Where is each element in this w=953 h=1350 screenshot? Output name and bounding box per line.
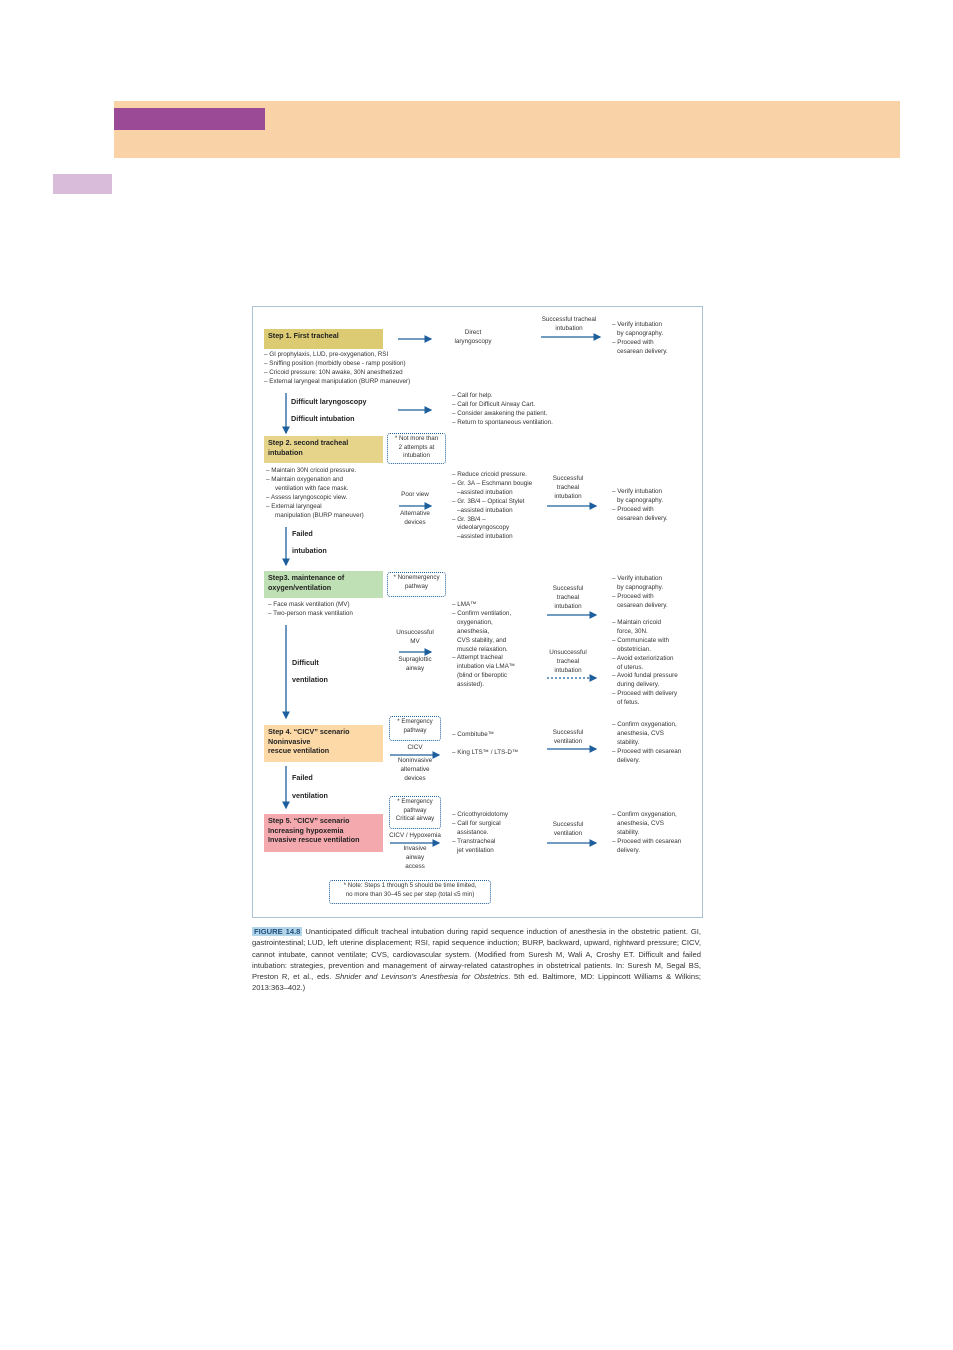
invasive-line: Invasive — [403, 845, 427, 852]
step4-box — [264, 725, 383, 762]
success-line: intubation — [554, 492, 582, 500]
outcome-line: of fetus. — [617, 699, 640, 707]
outcome-line: anesthesia, CVS — [617, 819, 664, 827]
difficult-laryngoscopy-label: Difficult laryngoscopy — [291, 397, 367, 406]
outcome-line: cesarean delivery. — [617, 514, 668, 522]
step3-success-label — [543, 585, 593, 612]
success-line: Successful — [552, 475, 584, 482]
outcome-line: force, 30N. — [617, 627, 648, 635]
unsuccess-line: MV — [410, 637, 420, 645]
action-line: – Reduce cricoid pressure. — [452, 471, 527, 478]
success-line: ventilation — [553, 829, 583, 837]
step2-bullet: – Assess laryngoscopic view. — [266, 493, 348, 501]
action-line: – Confirm ventilation, — [452, 609, 512, 617]
step1-bullet: – Cricoid pressure: 10N awake, 30N anesthetized — [264, 368, 403, 376]
outcome-line: by capnography. — [617, 329, 664, 337]
step4-note — [389, 716, 441, 741]
action-line: – Gr. 3B/4 – — [452, 515, 486, 523]
step5-title: Increasing hypoxemia — [268, 825, 344, 835]
step5-actions — [452, 811, 508, 856]
success-line: Successful — [552, 729, 584, 736]
failed-vent-label: Failed — [292, 773, 313, 782]
step3-outcome2 — [612, 619, 678, 708]
action-line: –assisted intubation — [457, 488, 513, 496]
noninvasive-line: alternative — [400, 765, 430, 773]
action-line: – Return to spontaneous ventilation. — [452, 418, 553, 426]
step3-unsuccess-label — [543, 649, 593, 676]
action-line: assistance. — [457, 828, 489, 836]
action-line: – Attempt tracheal — [452, 654, 503, 662]
step4-title: rescue ventilation — [268, 746, 330, 756]
action-line: – Gr. 3A – Eschmann bougie — [452, 479, 533, 487]
outcome-line: – Proceed with cesarean — [612, 747, 682, 755]
outcome-line: – Avoid exteriorization — [612, 654, 674, 662]
outcome-line: obstetrician. — [617, 645, 651, 653]
step2-bullet: ventilation with face mask. — [275, 484, 349, 492]
success-line: ventilation — [553, 737, 583, 745]
outcome-line: – Confirm oxygenation, — [612, 721, 677, 728]
figure-caption — [252, 926, 701, 994]
invasive-airway-label — [391, 845, 439, 872]
supraglottic-line: Supraglottic — [398, 656, 432, 663]
direct-line: laryngoscopy — [454, 337, 492, 345]
combitube-label: – Combitube™ — [452, 731, 494, 738]
note-line: 2 attempts at — [398, 443, 435, 451]
supraglottic-line: airway — [405, 664, 425, 672]
outcome-line: stability. — [617, 738, 640, 746]
action-line: – LMA™ — [452, 601, 477, 608]
action-line: – Consider awakening the patient. — [452, 409, 548, 417]
action-line: – Gr. 3B/4 – Optical Stylet — [452, 497, 525, 505]
step5-box — [264, 814, 383, 852]
step5-success-label — [543, 821, 593, 839]
action-line: jet ventilation — [457, 846, 494, 854]
direct-laryngoscopy — [443, 329, 503, 347]
outcome-line: – Verify intubation — [612, 575, 663, 582]
step5-note — [389, 796, 441, 829]
step4-outcome — [612, 721, 681, 766]
outcome-line: during delivery. — [617, 681, 660, 689]
step1-box — [264, 329, 383, 349]
alt-line: devices — [404, 518, 426, 526]
note-line: pathway — [403, 806, 427, 814]
step3-outcome1 — [612, 575, 668, 611]
step5-title: Invasive rescue ventilation — [268, 835, 360, 845]
step2-title: Step 2. second tracheal — [268, 438, 349, 447]
action-line: anesthesia, — [457, 627, 490, 635]
outcome-line: anesthesia, CVS — [617, 729, 664, 737]
outcome-line: by capnography. — [617, 583, 664, 591]
figure-label: FIGURE 14.8 — [254, 927, 301, 936]
success-line: Successful — [552, 821, 584, 828]
action-line: CVS stability, and — [457, 636, 507, 644]
cicv-hypoxemia-label: CICV / Hypoxemia — [389, 832, 441, 839]
step4-title: Step 4. “CICV” scenario — [268, 727, 350, 736]
step3-box — [264, 571, 383, 598]
note-line: * Emergency — [397, 718, 433, 725]
step3-title: Step3. maintenance of — [268, 573, 345, 582]
step2-actions — [452, 471, 532, 542]
step1-title: Step 1. First tracheal — [268, 331, 339, 340]
outcome-line: cesarean delivery. — [617, 601, 668, 609]
poor-view-label: Poor view — [401, 491, 429, 498]
step1-success-label — [535, 316, 603, 334]
step1-bullet: – GI prophylaxis, LUD, pre-oxygenation, RSI — [264, 351, 389, 358]
unsuccess-line: intubation — [554, 666, 582, 674]
outcome-line: – Verify intubation — [612, 321, 663, 328]
note-line: intubation — [403, 452, 430, 460]
invasive-line: access — [405, 862, 425, 870]
success-line: Successful — [552, 585, 584, 592]
step2-outcome — [612, 488, 668, 524]
action-line: – Call for surgical — [452, 819, 501, 827]
success-line: tracheal — [556, 483, 580, 491]
difficult-intubation-label: Difficult intubation — [291, 414, 355, 423]
success-line: Successful tracheal — [541, 316, 597, 323]
action-line: – Transtracheal — [452, 837, 496, 845]
caption-text: Unanticipated difficult tracheal intubation during rapid sequence induction of anesthesia in the obstetric patient. GI, gastrointestinal; LUD, left uterine displacement; RSI, rapid sequence induction; BURP, backward, upward, rightward pressure; CICV, cannot intubate, cannot ventilate; CVS, cardiovascular system. (Modified from Suresh M, Wali A, Croshy ET. Difficult and failed intubation: strategies, prevention and management of airway-related catastrophes in obstetrical patients. In: Suresh M, Segal BS, Preston R, et al., eds. — [252, 927, 702, 982]
king-lts-label: – King LTS™ / LTS-D™ — [452, 749, 519, 756]
step1-bullet: – Sniffing position (morbidly obese - ramp position) — [264, 359, 406, 367]
action-line: (blind or fiberoptic — [457, 672, 508, 680]
step3-bullets — [268, 601, 353, 619]
step5-outcome — [612, 811, 681, 856]
step2-success-label — [543, 475, 593, 502]
success-line: intubation — [555, 324, 583, 332]
failed-label: Failed — [292, 529, 313, 538]
outcome-line: – Verify intubation — [612, 488, 663, 495]
outcome-line: – Confirm oxygenation, — [612, 811, 677, 818]
cicv-label: CICV — [407, 744, 423, 751]
note-line: * Nonemergency — [393, 574, 440, 581]
unsuccess-line: Unsuccessful — [396, 629, 434, 636]
note-line: pathway — [403, 726, 427, 734]
outcome-line: delivery. — [617, 756, 640, 764]
intubation-label: intubation — [292, 546, 327, 555]
outcome-line: – Proceed with — [612, 338, 654, 346]
outcome-line: delivery. — [617, 846, 640, 854]
outcome-line: – Proceed with delivery — [612, 690, 678, 698]
supraglottic-airway-label — [391, 656, 439, 674]
step3-actions — [452, 601, 515, 690]
caption-book-title: Shnider and Levinson's Anesthesia for Obstetrics — [335, 972, 509, 982]
outcome-line: – Proceed with — [612, 505, 654, 513]
footnote-line: * Note: Steps 1 through 5 should be time limited, — [343, 882, 477, 889]
action-line: –assisted intubation — [457, 533, 513, 541]
step1-bullet: – External laryngeal manipulation (BURP maneuver) — [264, 377, 411, 385]
step4-success-label — [543, 729, 593, 747]
action-line: muscle relaxation. — [457, 645, 508, 653]
step4-title: Noninvasive — [268, 736, 311, 746]
unsuccess-line: tracheal — [556, 657, 580, 665]
step3-title: oxygen/ventilation — [268, 582, 332, 592]
difficult-actions — [452, 392, 553, 428]
unsuccessful-mv-label — [391, 629, 439, 647]
outcome-line: – Proceed with — [612, 592, 654, 600]
step3-note — [387, 572, 446, 597]
success-line: intubation — [554, 602, 582, 610]
outcome-line: – Maintain cricoid — [612, 619, 661, 626]
outcome-line: stability. — [617, 828, 640, 836]
unsuccess-line: Unsuccessful — [549, 649, 587, 656]
caption-tail: . 5th ed. Baltimore, MD: Lippincott Williams & Wilkins; 2013:363–402.) — [252, 972, 701, 993]
note-line: Critical airway — [395, 815, 435, 823]
outcome-line: – Proceed with cesarean — [612, 837, 682, 845]
outcome-line: of uterus. — [617, 663, 644, 671]
section-tag — [114, 108, 265, 130]
step2-note — [387, 433, 446, 464]
action-line: – Call for help. — [452, 392, 493, 399]
invasive-line: airway — [405, 853, 425, 861]
step2-title: intubation — [268, 447, 303, 457]
step2-box — [264, 436, 383, 463]
step3-bullet: – Two-person mask ventilation — [268, 609, 353, 617]
alternative-devices-label — [393, 510, 437, 528]
action-line: –assisted intubation — [457, 506, 513, 514]
outcome-line: – Avoid fundal pressure — [612, 672, 678, 680]
side-tag — [53, 174, 112, 194]
step2-bullets — [266, 467, 364, 520]
action-line: – Cricothyroidotomy — [452, 811, 508, 818]
note-line: pathway — [404, 582, 429, 590]
step5-title: Step 5. “CICV” scenario — [268, 816, 350, 825]
action-line: – Call for Difficult Airway Cart. — [452, 400, 536, 408]
flowchart-figure — [252, 306, 703, 918]
ventilation-label: ventilation — [292, 675, 328, 684]
outcome-line: cesarean delivery. — [617, 347, 668, 355]
step3-bullet: – Face mask ventilation (MV) — [268, 601, 350, 608]
action-line: videolaryngoscopy — [457, 524, 510, 532]
step2-bullet: manipulation (BURP maneuver) — [275, 511, 364, 519]
note-line: * Not more than — [394, 435, 439, 442]
difficult-label: Difficult — [292, 658, 319, 667]
direct-line: Direct — [464, 329, 482, 336]
note-line: * Emergency — [397, 798, 433, 805]
step2-bullet: – Maintain 30N cricoid pressure. — [266, 467, 357, 474]
time-limit-note — [329, 880, 491, 904]
action-line: oxygenation, — [457, 618, 493, 626]
step1-bullets — [264, 351, 410, 387]
alt-line: Alternative — [400, 510, 430, 517]
noninvasive-line: Noninvasive — [397, 757, 433, 764]
success-line: tracheal — [556, 593, 580, 601]
footnote-line: no more than 30–45 sec per step (total ≤5 min) — [345, 890, 475, 898]
step2-bullet: – External laryngeal — [266, 502, 322, 510]
step1-outcome — [612, 321, 668, 357]
outcome-line: by capnography. — [617, 496, 664, 504]
action-line: assisted). — [457, 681, 484, 689]
action-line: intubation via LMA™ — [457, 663, 516, 671]
noninvasive-line: devices — [404, 774, 426, 782]
outcome-line: – Communicate with — [612, 636, 670, 644]
ventilation-label-2: ventilation — [292, 791, 328, 800]
step2-bullet: – Maintain oxygenation and — [266, 475, 344, 483]
noninvasive-label — [387, 757, 443, 784]
